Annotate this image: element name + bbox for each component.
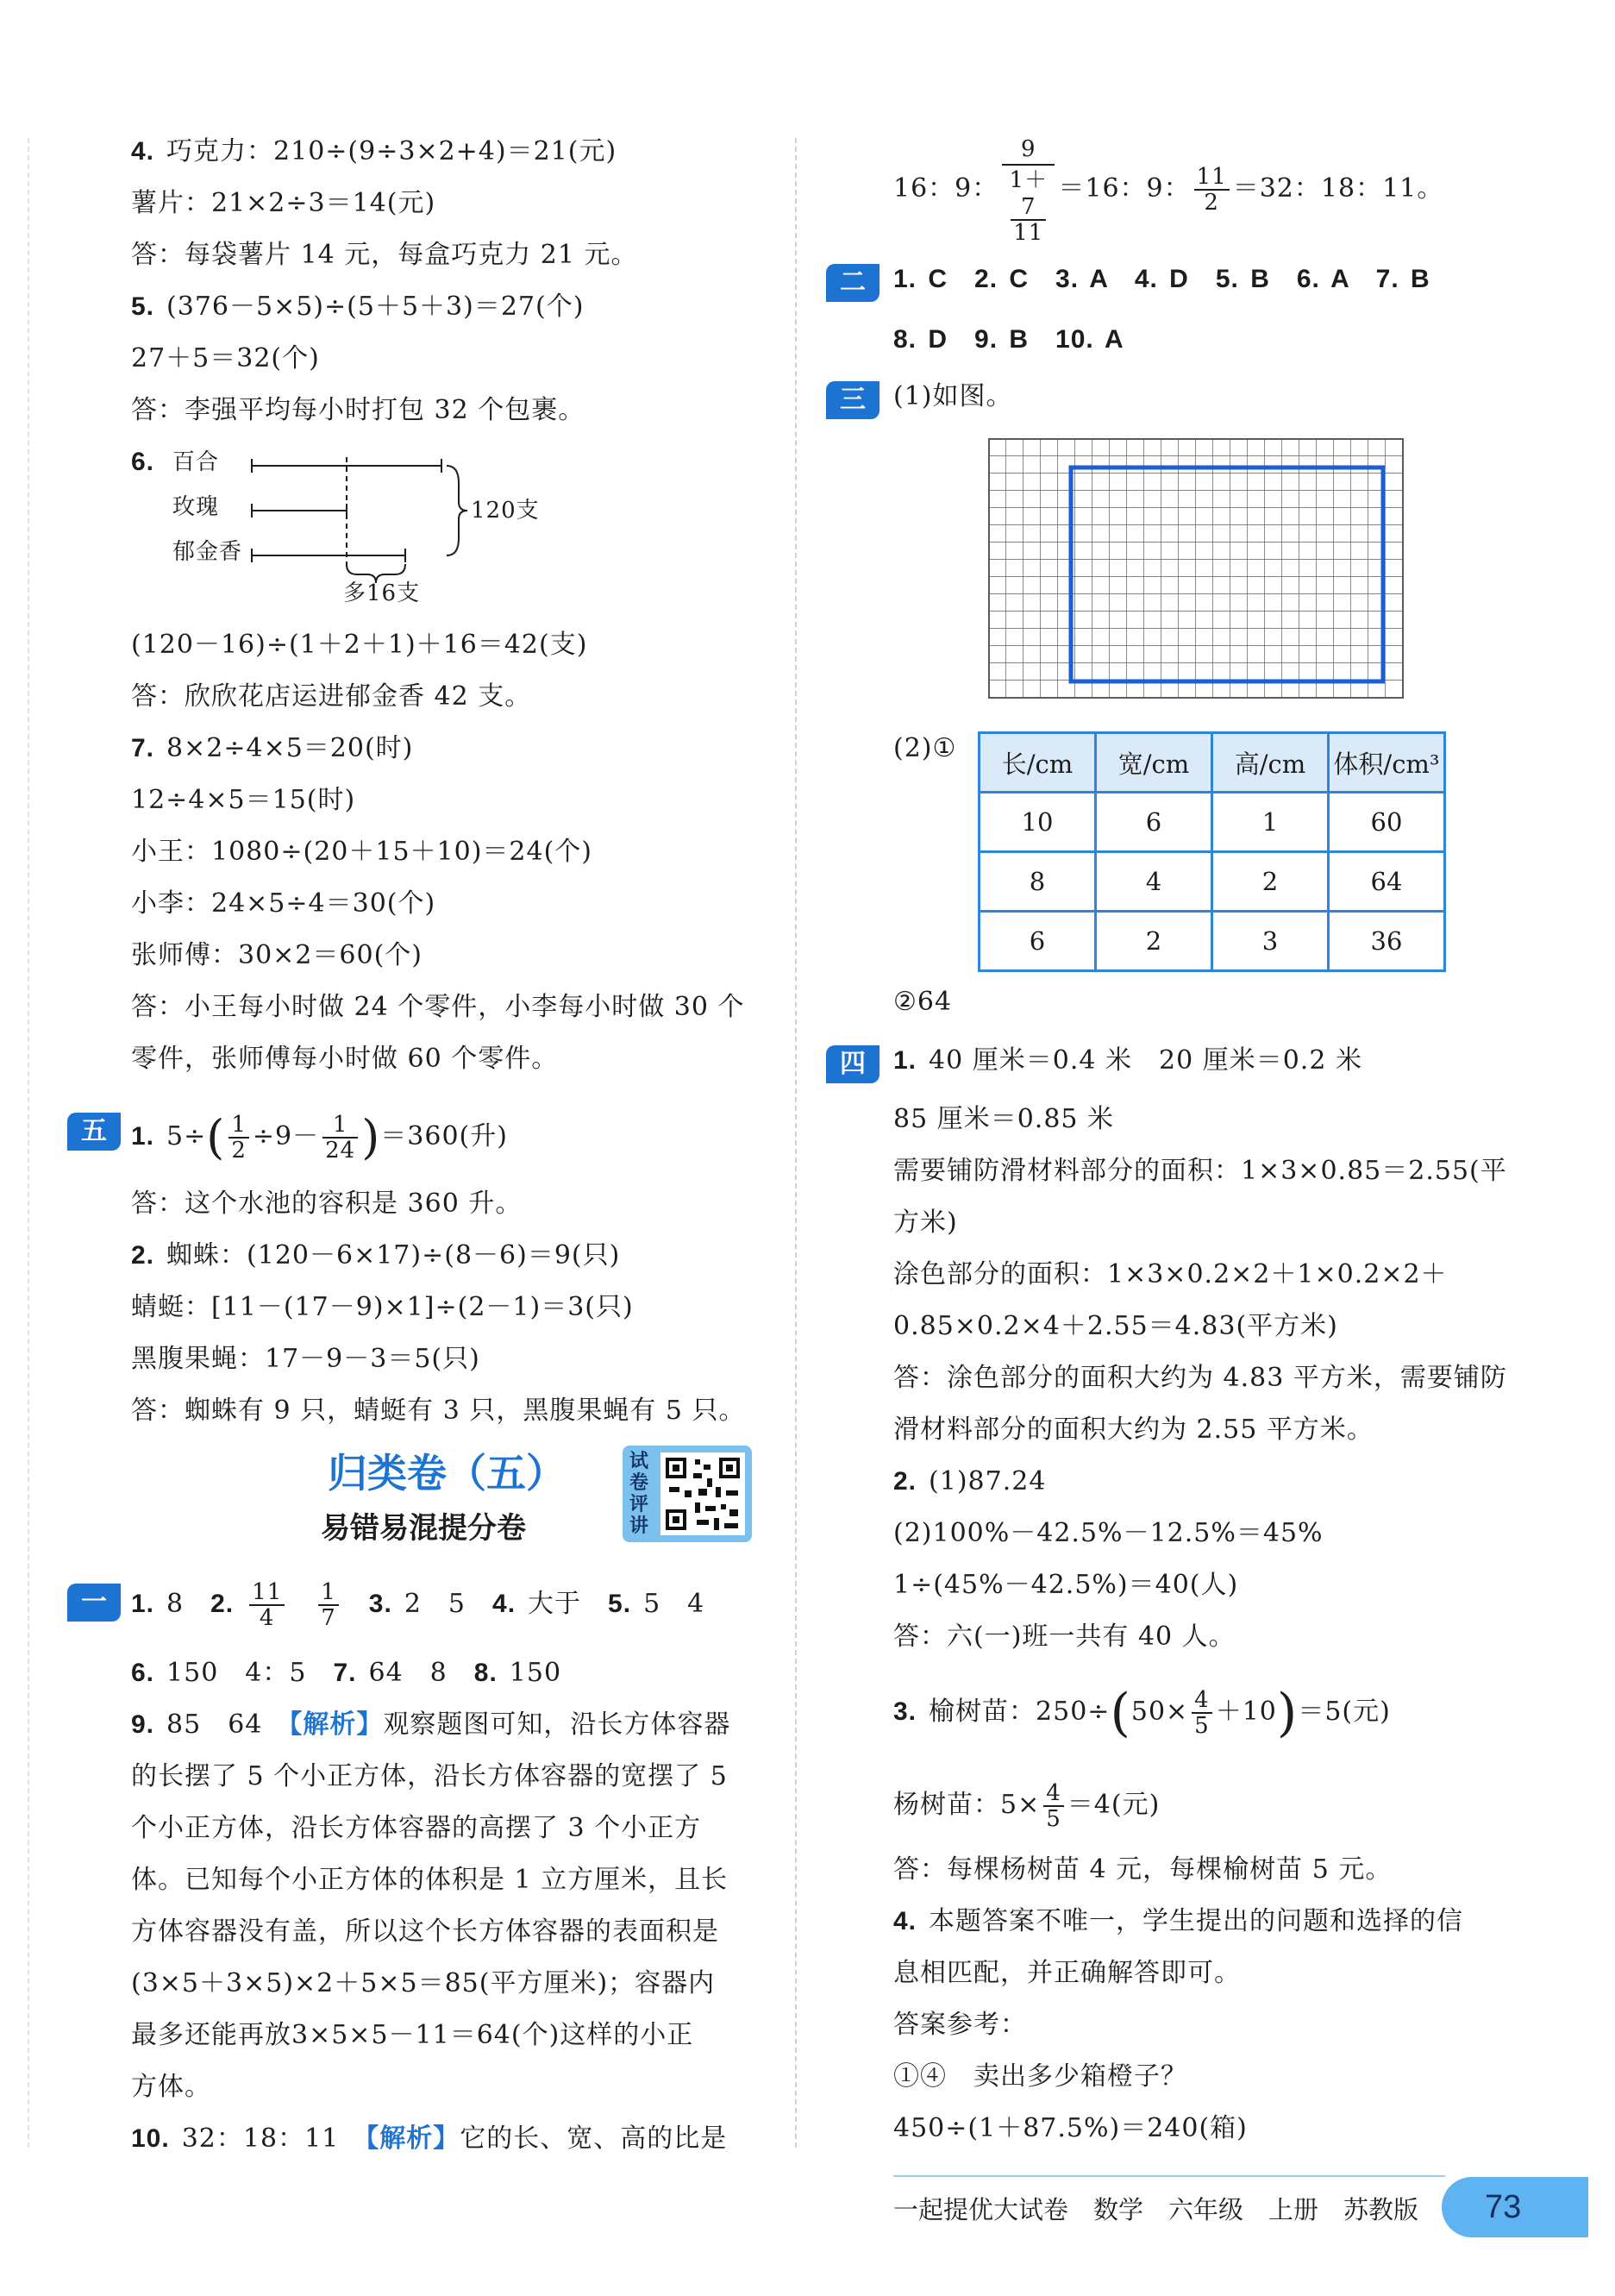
q7-line5: 张师傅：30×2＝60(个) <box>131 940 423 970</box>
s4-q1-line1: 1. 40 厘米＝0.4 米 20 厘米＝0.2 米 <box>893 1045 1362 1076</box>
table-header: 高/cm <box>1212 733 1329 793</box>
table-cell: 36 <box>1329 912 1445 971</box>
s3-q2-answer: ②64 <box>893 987 953 1017</box>
s4-q3-line1: 3. 榆树苗：250÷(50× $\frac{4}{5}$ ＋10)＝5(元) <box>893 1683 1391 1743</box>
p1-row1: 1. 8 2. $\frac{11}{4}$ $\frac{1}{7}$ 3. 2 5 4. 大于 5. 5 4 <box>131 1579 705 1631</box>
p1-q9-line5: 方体容器没有盖，所以这个长方体容器的表面积是 <box>131 1916 719 1947</box>
fraction: $\frac{1}{2}$ <box>228 1113 249 1163</box>
section-subtitle: 易错易混提分卷 <box>321 1511 526 1546</box>
q5-answer: 答：李强平均每小时打包 32 个包裹。 <box>131 395 585 425</box>
s2-line2: 8. D 9. B 10. A <box>893 325 1124 354</box>
table-cell: 6 <box>1096 793 1212 852</box>
s4-q2-line1: 2. (1)87.24 <box>893 1466 1047 1496</box>
q4-line2: 薯片：21×2÷3＝14(元) <box>131 188 436 218</box>
fraction: 9 1＋ 7 11 <box>1002 135 1055 245</box>
section-badge-two: 二 <box>826 264 879 302</box>
q7-answer1: 答：小王每小时做 24 个零件，小李每小时做 30 个 <box>131 992 745 1022</box>
q6-number: 6. <box>131 448 155 476</box>
q5-line1: 5. (376－5×5)÷(5＋5＋3)＝27(个) <box>131 292 585 322</box>
grid-drawing <box>988 438 1414 711</box>
ratio-line: 16：9： 9 1＋ 7 11 ＝16：9： $\frac{11}{2}$ ＝32：18：11。 <box>893 136 1444 246</box>
section-badge-five: 五 <box>67 1113 121 1151</box>
qr-label: 试卷评讲 <box>629 1451 649 1537</box>
q7-line3: 小王：1080÷(20＋15＋10)＝24(个) <box>131 837 592 867</box>
s4-q3-answer: 答：每棵杨树苗 4 元，每棵榆树苗 5 元。 <box>893 1854 1393 1885</box>
qr-code-icon[interactable] <box>660 1452 745 1535</box>
s4-q4-line4: ①④ 卖出多少箱橙子？ <box>893 2061 1187 2092</box>
q7-line4: 小李：24×5÷4＝30(个) <box>131 888 436 919</box>
q4-answer: 答：每袋薯片 14 元，每盒巧克力 21 元。 <box>131 240 638 270</box>
s5-q2-answer: 答：蜘蛛有 9 只，蜻蜓有 3 只，黑腹果蝇有 5 只。 <box>131 1396 746 1426</box>
s4-q2-answer: 答：六(一)班一共有 40 人。 <box>893 1622 1236 1652</box>
p1-q9-line8: 方体。 <box>131 2072 211 2102</box>
s5-q1-line: 1. 5÷( $\frac{1}{2}$ ÷9－ $\frac{1}{24}$ )＝360(升) <box>131 1110 508 1164</box>
q6-total-label: 120支 <box>471 498 540 524</box>
s2-line1: 1. C 2. C 3. A 4. D 5. B 6. A 7. B <box>893 265 1430 293</box>
q6-label-lily: 百合 <box>172 449 220 475</box>
table-header-row <box>980 733 1445 793</box>
table-cell: 2 <box>1212 852 1329 912</box>
p1-q9-line4: 体。已知每个小正方体的体积是 1 立方厘米，且长 <box>131 1865 729 1895</box>
q7-answer2: 零件，张师傅每小时做 60 个零件。 <box>131 1044 559 1074</box>
table-header: 体积/cm³ <box>1329 733 1445 793</box>
section-badge-three: 三 <box>826 381 879 419</box>
column-divider <box>795 138 797 2148</box>
p1-q9-line6: (3×5＋3×5)×2＋5×5＝85(平方厘米)；容器内 <box>131 1968 716 1998</box>
volume-table <box>978 731 1446 972</box>
p1-q9-line2: 的长摆了 5 个小正方体，沿长方体容器的宽摆了 5 <box>131 1761 728 1791</box>
s4-q1-line2: 85 厘米＝0.85 米 <box>893 1104 1115 1134</box>
q7-line1: 7. 8×2÷4×5＝20(时) <box>131 733 414 763</box>
table-header: 长/cm <box>980 733 1096 793</box>
table-cell: 10 <box>980 793 1096 852</box>
table-cell: 60 <box>1329 793 1445 852</box>
s4-q2-line2: (2)100%－42.5%－12.5%＝45% <box>893 1518 1324 1548</box>
s4-q3-line2: 杨树苗：5× $\frac{4}{5}$ ＝4(元) <box>893 1780 1161 1832</box>
s3-q1-label: (1)如图。 <box>893 381 1013 411</box>
p1-q9-line3: 个小正方体，沿长方体容器的高摆了 3 个小正方 <box>131 1813 702 1843</box>
table-cell: 4 <box>1096 852 1212 912</box>
s4-q4-line5: 450÷(1＋87.5%)＝240(箱) <box>893 2113 1248 2143</box>
fraction: $\frac{4}{5}$ <box>1192 1688 1212 1738</box>
s4-q4-line2: 息相匹配，并正确解答即可。 <box>893 1958 1241 1988</box>
table-row <box>980 912 1445 971</box>
table-cell: 6 <box>980 912 1096 971</box>
fraction: $\frac{1}{24}$ <box>322 1113 358 1163</box>
p1-row2: 6. 150 4：5 7. 64 8 8. 150 <box>131 1658 562 1688</box>
s4-q1-line5: 涂色部分的面积：1×3×0.2×2＋1×0.2×2＋ <box>893 1259 1448 1289</box>
q4-line1: 4. 巧克力：210÷(9÷3×2+4)＝21(元) <box>131 136 617 166</box>
table-cell: 8 <box>980 852 1096 912</box>
section-title: 归类卷（五） <box>328 1450 566 1496</box>
table-row <box>980 852 1445 912</box>
s4-q2-line3: 1÷(45%－42.5%)＝40(人) <box>893 1570 1239 1600</box>
left-margin-line <box>28 138 29 2148</box>
q6-answer: 答：欣欣花店运进郁金香 42 支。 <box>131 681 532 712</box>
q6-line1: (120－16)÷(1＋2＋1)＋16＝42(支) <box>131 630 588 660</box>
table-cell: 2 <box>1096 912 1212 971</box>
s5-q2-line1: 2. 蜘蛛：(120－6×17)÷(8－6)＝9(只) <box>131 1240 621 1270</box>
s4-q1-answer1: 答：涂色部分的面积大约为 4.83 平方米，需要铺防 <box>893 1363 1507 1393</box>
s4-q4-line1: 4. 本题答案不唯一，学生提出的问题和选择的信 <box>893 1906 1464 1936</box>
s5-q2-line2: 蜻蜓：[11－(17－9)×1]÷(2－1)＝3(只) <box>131 1292 634 1322</box>
fraction: $\frac{11}{4}$ <box>249 1580 285 1630</box>
s4-q1-line3: 需要铺防滑材料部分的面积：1×3×0.85＝2.55(平 <box>893 1156 1507 1186</box>
fraction: $\frac{1}{7}$ <box>318 1580 339 1630</box>
s4-q4-line3: 答案参考： <box>893 2010 1027 2040</box>
page-number: 73 <box>1442 2177 1588 2237</box>
fraction: $\frac{4}{5}$ <box>1043 1781 1064 1831</box>
fraction: $\frac{11}{2}$ <box>1194 165 1230 215</box>
q6-more-label: 多16支 <box>343 580 421 606</box>
s4-q1-line6: 0.85×0.2×4＋2.55＝4.83(平方米) <box>893 1311 1338 1341</box>
p1-q9-line1: 9. 85 64 【解析】观察题图可知，沿长方体容器 <box>131 1709 731 1740</box>
q7-line2: 12÷4×5＝15(时) <box>131 785 356 815</box>
section-badge-four: 四 <box>826 1045 879 1083</box>
table-cell: 1 <box>1212 793 1329 852</box>
q5-line2: 27＋5＝32(个) <box>131 343 320 373</box>
s4-q1-answer2: 滑材料部分的面积大约为 2.55 平方米。 <box>893 1415 1374 1445</box>
q6-label-tulip: 郁金香 <box>172 539 243 565</box>
footer-text: 一起提优大试卷 数学 六年级 上册 苏教版 <box>893 2195 1419 2224</box>
p1-q9-line7: 最多还能再放3×5×5－11＝64(个)这样的小正 <box>131 2020 694 2050</box>
table-cell: 64 <box>1329 852 1445 912</box>
table-header: 宽/cm <box>1096 733 1212 793</box>
q6-label-rose: 玫瑰 <box>172 494 220 520</box>
table-cell: 3 <box>1212 912 1329 971</box>
s3-q2-label: (2)① <box>893 733 957 763</box>
s4-q1-line4: 方米) <box>893 1208 958 1238</box>
section-badge-one: 一 <box>67 1584 121 1622</box>
qr-panel[interactable] <box>623 1446 752 1542</box>
p1-q10-line: 10. 32：18：11 【解析】它的长、宽、高的比是 <box>131 2123 728 2154</box>
footer-rule <box>893 2175 1445 2177</box>
s5-q1-answer: 答：这个水池的容积是 360 升。 <box>131 1189 523 1219</box>
s5-q2-line3: 黑腹果蝇：17－9－3＝5(只) <box>131 1344 480 1374</box>
fraction: 7 11 <box>1008 195 1048 245</box>
table-row <box>980 793 1445 852</box>
